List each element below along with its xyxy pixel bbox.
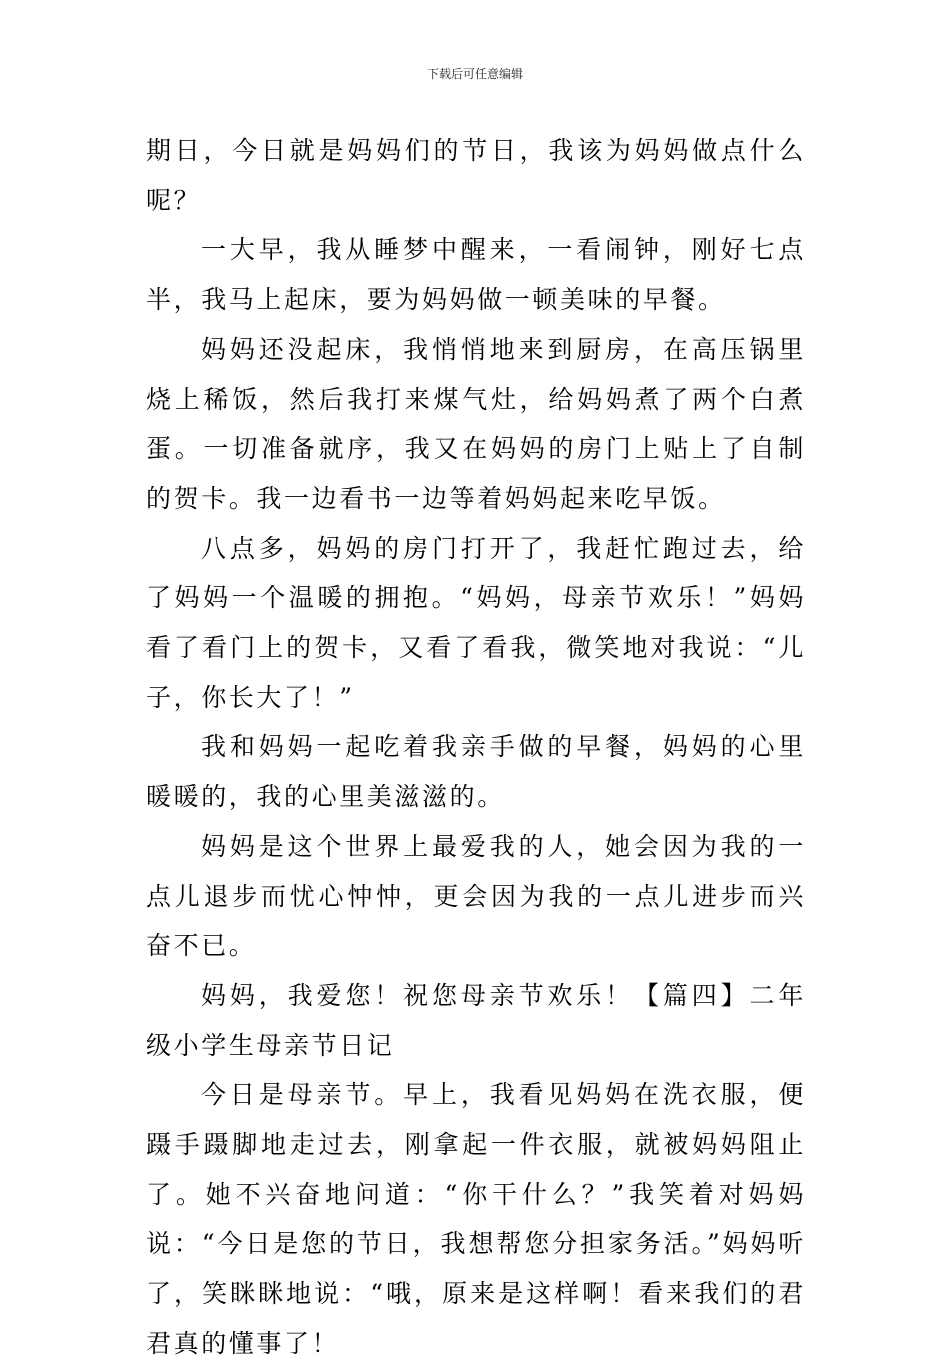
paragraph-1: 期日，今日就是妈妈们的节日，我该为妈妈做点什么呢？ [146,136,806,215]
paragraph-6: 妈妈是这个世界上最爱我的人，她会因为我的一点儿退步而忧心忡忡，更会因为我的一点儿进步而兴奋不已。 [146,831,806,961]
paragraph-5: 我和妈妈一起吃着我亲手做的早餐，妈妈的心里暖暖的，我的心里美滋滋的。 [146,732,806,812]
paragraph-7: 妈妈，我爱您！祝您母亲节欢乐！【篇四】二年级小学生母亲节日记 [146,980,806,1060]
paragraph-2: 一大早，我从睡梦中醒来，一看闹钟，刚好七点半，我马上起床，要为妈妈做一顿美味的早餐。 [146,235,806,315]
page-header: 下载后可任意编辑 [426,67,523,81]
document-body [146,126,806,1369]
paragraph-3: 妈妈还没起床，我悄悄地来到厨房，在高压锅里烧上稀饭，然后我打来煤气灶，给妈妈煮了两个白煮蛋。一切准备就序，我又在妈妈的房门上贴上了自制的贺卡。我一边看书一边等着妈妈起来吃早饭。 [146,334,806,513]
paragraph-4: 八点多，妈妈的房门打开了，我赶忙跑过去，给了妈妈一个温暖的拥抱。“妈妈，母亲节欢乐！”妈妈看了看门上的贺卡，又看了看我，微笑地对我说：“儿子，你长大了！” [146,533,806,712]
paragraph-8: 今日是母亲节。早上，我看见妈妈在洗衣服，便蹑手蹑脚地走过去，刚拿起一件衣服，就被妈妈阻止了。她不兴奋地问道：“你干什么？”我笑着对妈妈说：“今日是您的节日，我想帮您分担家务活。”妈妈听了，笑眯眯地说：“哦，原来是这样啊！看来我们的君君真的懂事了！ [146,1080,806,1358]
